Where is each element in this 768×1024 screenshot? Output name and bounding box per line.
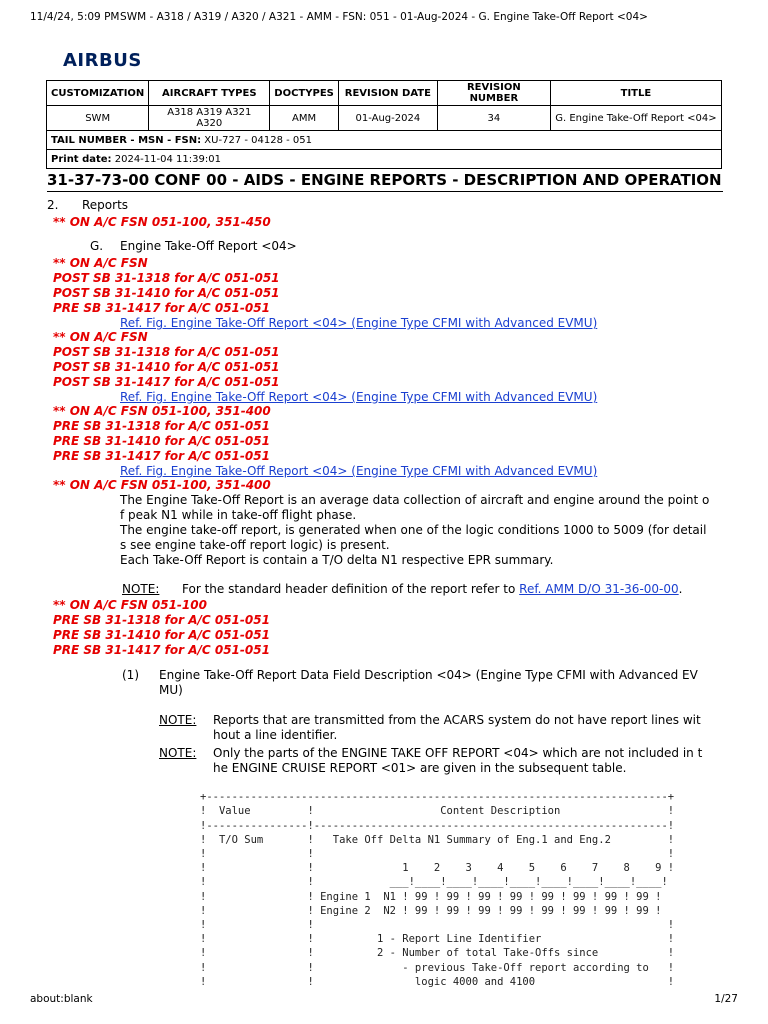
ascii-table-line: ! ! 1 2 3 4 5 6 7 8 9 !: [200, 862, 675, 875]
subsection-g-number: G.: [90, 239, 104, 253]
effectivity-6b: PRE SB 31-1318 for A/C 051-051: [53, 613, 270, 627]
ascii-data-table: [200, 776, 674, 1003]
amm-ref-link[interactable]: Ref. AMM D/O 31-36-00-00: [519, 582, 679, 596]
figure-ref-link-3[interactable]: Ref. Fig. Engine Take-Off Report <04> (Engine Type CFMI with Advanced EVMU): [120, 464, 598, 478]
ascii-table-line: ! ! 2 - Number of total Take-Offs since !: [200, 947, 675, 960]
airbus-logo: AIRBUS: [63, 50, 142, 71]
meta-doctypes: AMM: [270, 106, 339, 131]
item-1-number: (1): [122, 668, 139, 682]
description-line-3: The engine take-off report, is generated when one of the logic conditions 1000 to 5009 (for detail: [120, 523, 707, 537]
effectivity-2d: PRE SB 31-1417 for A/C 051-051: [53, 301, 270, 315]
ascii-table-line: ! ! 1 - Report Line Identifier !: [200, 933, 675, 946]
description-line-2: f peak N1 while in take-off flight phase.: [120, 508, 357, 522]
effectivity-3a: ** ON A/C FSN: [53, 330, 148, 344]
ascii-table-line: ! ! ___!____!____!____!____!____!____!____!____!: [200, 876, 668, 889]
effectivity-3b: POST SB 31-1318 for A/C 051-051: [53, 345, 280, 359]
ascii-table-line: ! ! - previous Take-Off report according to !: [200, 961, 675, 974]
effectivity-2c: POST SB 31-1410 for A/C 051-051: [53, 286, 280, 300]
meta-revision-date: 01-Aug-2024: [338, 106, 437, 131]
meta-header-aircraft-types: AIRCRAFT TYPES: [149, 81, 270, 106]
ascii-table-line: !----------------!--------------------------------------------------------!: [200, 819, 675, 832]
meta-header-customization: CUSTOMIZATION: [47, 81, 149, 106]
ascii-table-line: ! T/O Sum ! Take Off Delta N1 Summary of Eng.1 and Eng.2 !: [200, 833, 675, 846]
effectivity-3d: POST SB 31-1417 for A/C 051-051: [53, 375, 280, 389]
note-3-line-1: Only the parts of the ENGINE TAKE OFF REPORT <04> which are not included in t: [213, 746, 703, 760]
meta-header-revision-number: REVISION NUMBER: [437, 81, 550, 106]
effectivity-1: ** ON A/C FSN 051-100, 351-450: [53, 215, 271, 229]
section-title: 31-37-73-00 CONF 00 - AIDS - ENGINE REPORTS - DESCRIPTION AND OPERATION: [47, 171, 722, 189]
effectivity-4c: PRE SB 31-1410 for A/C 051-051: [53, 434, 270, 448]
print-date-label: Print date:: [51, 153, 112, 165]
print-datetime: 11/4/24, 5:09 PM: [30, 11, 120, 23]
document-meta-table: [46, 80, 722, 169]
ascii-table-line: ! ! logic 4000 and 4100 !: [200, 975, 675, 988]
note-2-line-2: hout a line identifier.: [213, 728, 338, 742]
page-number: 1/27: [714, 993, 738, 1005]
effectivity-6c: PRE SB 31-1410 for A/C 051-051: [53, 628, 270, 642]
ascii-table-line: ! ! Engine 1 N1 ! 99 ! 99 ! 99 ! 99 ! 99 ! 99 ! 99 ! 99 !: [200, 890, 662, 903]
note-label-3: NOTE:: [159, 746, 197, 760]
effectivity-2a: ** ON A/C FSN: [53, 256, 148, 270]
figure-ref-link-2[interactable]: Ref. Fig. Engine Take-Off Report <04> (Engine Type CFMI with Advanced EVMU): [120, 390, 598, 404]
tail-value: XU-727 - 04128 - 051: [204, 134, 312, 146]
note-text-1-end: .: [678, 582, 683, 596]
effectivity-2b: POST SB 31-1318 for A/C 051-051: [53, 271, 280, 285]
reports-heading: Reports: [82, 198, 129, 212]
ascii-table-line: ! ! !: [200, 919, 675, 932]
meta-header-doctypes: DOCTYPES: [270, 81, 339, 106]
effectivity-4d: PRE SB 31-1417 for A/C 051-051: [53, 449, 270, 463]
subsection-g-heading: Engine Take-Off Report <04>: [120, 239, 297, 253]
note-text-1-body: For the standard header definition of the report refer to: [182, 582, 516, 596]
meta-customization: SWM: [47, 106, 149, 131]
ascii-table-line: ! Value ! Content Description !: [200, 805, 675, 818]
meta-aircraft-types: A318 A319 A321 A320: [149, 106, 270, 131]
meta-header-revision-date: REVISION DATE: [338, 81, 437, 106]
footer-url: about:blank: [30, 993, 93, 1005]
effectivity-3c: POST SB 31-1410 for A/C 051-051: [53, 360, 280, 374]
print-date-value: 2024-11-04 11:39:01: [114, 153, 221, 165]
ascii-table-line: ! ! !: [200, 848, 675, 861]
note-3-line-2: he ENGINE CRUISE REPORT <01> are given in the subsequent table.: [213, 761, 627, 775]
ascii-table-line: +-------------------------------------------------------------------------+: [200, 791, 675, 804]
meta-tail-row: [47, 131, 722, 150]
section-divider: [47, 191, 723, 192]
ascii-table-line: ! ! Engine 2 N2 ! 99 ! 99 ! 99 ! 99 ! 99 ! 99 ! 99 ! 99 !: [200, 904, 662, 917]
figure-ref-link-1[interactable]: Ref. Fig. Engine Take-Off Report <04> (Engine Type CFMI with Advanced EVMU): [120, 316, 598, 330]
print-doc-title: SWM - A318 / A319 / A320 / A321 - AMM - FSN: 051 - 01-Aug-2024 - G. Engine Take-Off Report <04>: [120, 11, 648, 23]
effectivity-4b: PRE SB 31-1318 for A/C 051-051: [53, 419, 270, 433]
item-1-text-line-2: MU): [159, 683, 183, 697]
effectivity-5: ** ON A/C FSN 051-100, 351-400: [53, 478, 271, 492]
meta-title: G. Engine Take-Off Report <04>: [550, 106, 721, 131]
meta-revision-number: 34: [437, 106, 550, 131]
effectivity-6d: PRE SB 31-1417 for A/C 051-051: [53, 643, 270, 657]
item-1-text-line-1: Engine Take-Off Report Data Field Description <04> (Engine Type CFMI with Advanced EV: [159, 668, 698, 682]
description-line-1: The Engine Take-Off Report is an average data collection of aircraft and engine around the point o: [120, 493, 710, 507]
tail-label: TAIL NUMBER - MSN - FSN:: [51, 134, 202, 146]
note-label-1: NOTE:: [122, 582, 160, 596]
note-label-2: NOTE:: [159, 713, 197, 727]
reports-number: 2.: [47, 198, 59, 212]
meta-print-row: [47, 150, 722, 169]
note-text-1: [182, 582, 682, 597]
effectivity-4a: ** ON A/C FSN 051-100, 351-400: [53, 404, 271, 418]
meta-header-row: [47, 81, 722, 106]
note-2-line-1: Reports that are transmitted from the ACARS system do not have report lines wit: [213, 713, 701, 727]
meta-value-row: [47, 106, 722, 131]
meta-header-title: TITLE: [550, 81, 721, 106]
description-line-4: s see engine take-off report logic) is present.: [120, 538, 390, 552]
description-line-5: Each Take-Off Report is contain a T/O delta N1 respective EPR summary.: [120, 553, 554, 567]
effectivity-6a: ** ON A/C FSN 051-100: [53, 598, 207, 612]
